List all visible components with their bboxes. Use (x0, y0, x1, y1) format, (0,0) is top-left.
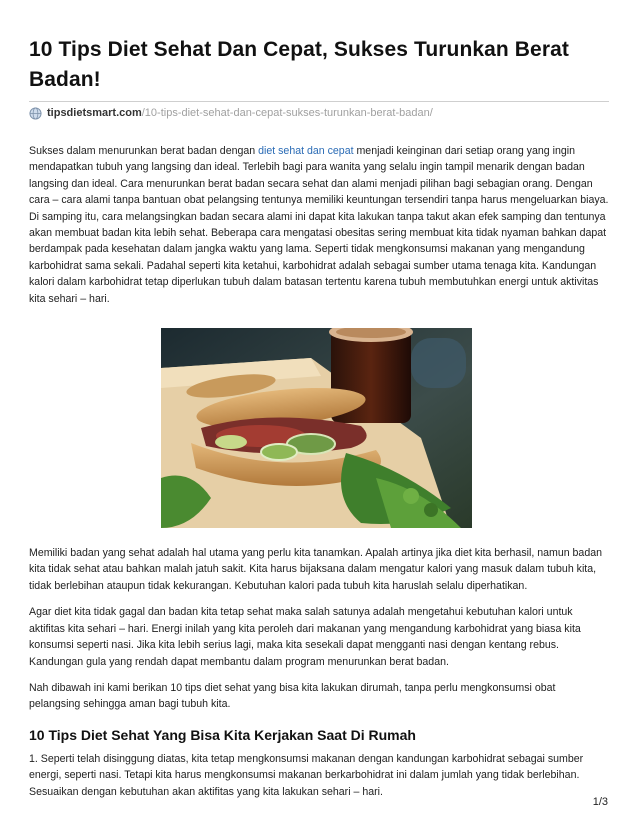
document-page (29, 0, 609, 800)
intro-text-end: menjadi keinginan dari setiap orang yang ingin mendapatkan tubuh yang langsing dan ideal. Terlebih bagi para wanita yang selalu ingin tampil menarik dengan badan langsing dan ideal. Cara menurunkan berat badan secara sehat dan alami menjadi pilihan bagi sebagian orang. Dengan cara – cara alami tanpa bantuan obat pelangsing tentunya memiliki keuntungan tersendiri tanpa harus mengeluarkan biaya. Di samping itu, cara melangsingkan badan secara alami ini dapat kita lakukan tanpa takut akan efek samping dan tentunya akan membuat badan kita lebih sehat. Beberapa cara mengatasi obesitas sering membuat kita tidak nyaman bahkan dapat berdampak pada kesehatan dalam jangka waktu yang lama. Seperti tidak mengkonsumsi makanan yang mengandung karbohidrat sama sekali. Padahal seperti kita ketahui, karbohidrat adalah sebagai sumber utama tenaga kita. Kandungan kalori dalam karbohidrat tetap diperlukan tubuh dalam batasan tertentu karena tubuh membutuhkan energi untuk aktivitas kita sehari – hari. (29, 145, 609, 305)
globe-icon (29, 107, 42, 120)
diet-link[interactable]: diet sehat dan cepat (258, 145, 354, 157)
intro-text-start: Sukses dalam menurunkan berat badan dengan (29, 145, 259, 157)
tip-item: 1. Seperti telah disinggung diatas, kita tetap mengkonsumsi makanan dengan kandungan karbohidrat sebagai sumber energi, seperti nasi. Tetapi kita harus mengkonsumsi makanan berkarbohidrat ini dalam jumlah yang tidak berlebihan. Sesuaikan dengan kebutuhan akan aktifitas yang kita lakukan sehari – hari. (29, 752, 584, 798)
body-paragraph: Agar diet kita tidak gagal dan badan kita tetap sehat maka salah satunya adalah mengetahui kebutuhan kalori untuk aktifitas kita sehari – hari. Energi inilah yang kita peroleh dari makanan yang mengandung karbohidrat yang biasa kita konsumsi seperti nasi. Jika kita lebih serius lagi, maka kita sesekali dapat mengganti nasi dengan kentang rebus. Kandungan gula yang rendah dapat membantu dalam program menurunkan berat badan. (29, 606, 581, 668)
section-heading: 10 Tips Diet Sehat Yang Bisa Kita Kerjakan Saat Di Rumah (29, 726, 416, 743)
source-domain[interactable]: tipsdietsmart.com (47, 107, 142, 119)
page-number: 1/3 (592, 796, 608, 808)
source-path[interactable]: /10-tips-diet-sehat-dan-cepat-sukses-turunkan-berat-badan/ (141, 107, 433, 119)
source-url[interactable] (29, 105, 609, 121)
body-paragraph: Nah dibawah ini kami berikan 10 tips diet sehat yang bisa kita lakukan dirumah, tanpa perlu mengkonsumsi obat pelangsing sehingga aman bagi tubuh kita. (29, 681, 556, 711)
body-paragraph: Memiliki badan yang sehat adalah hal utama yang perlu kita tanamkan. Apalah artinya jika diet kita berhasil, namun badan kita tidak sehat atau bahkan malah jatuh sakit. Kita harus bijaksana dalam mengatur kalori yang masuk dalam tubuh kita, tidak berlebihan ataupun tidak kekurangan. Kebutuhan kalori pada tubuh kita haruslah selalu diperhatikan. (29, 547, 603, 592)
intro-paragraph (29, 143, 609, 307)
title-divider (29, 101, 609, 102)
article-photo (161, 328, 472, 528)
article-title: 10 Tips Diet Sehat Dan Cepat, Sukses Turunkan Berat Badan! (29, 38, 569, 91)
